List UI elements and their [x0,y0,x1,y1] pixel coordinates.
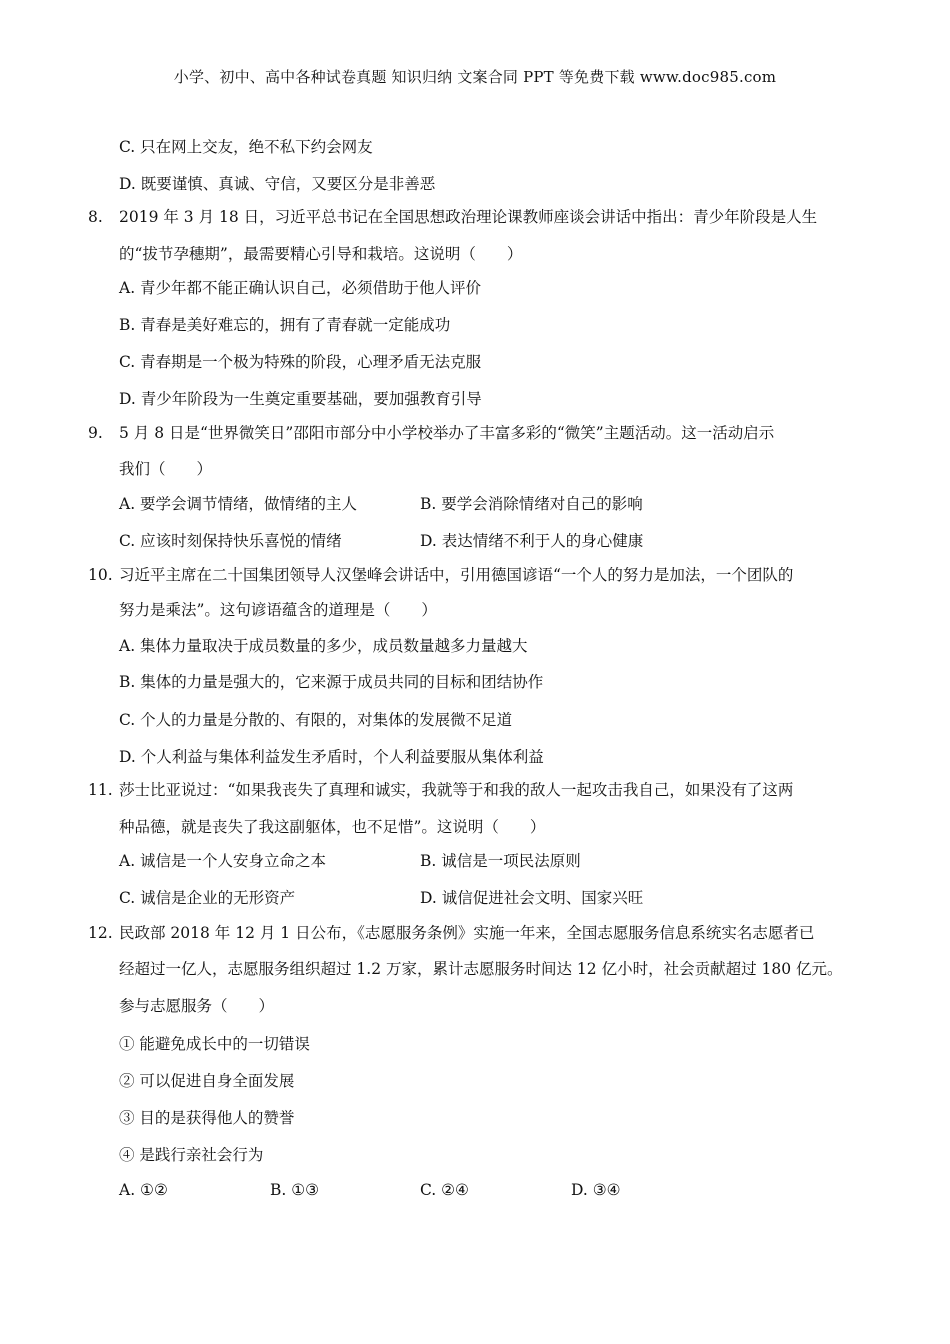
q12-option-c: C. ②④ [420,1181,469,1199]
q10-stem-line-1: 习近平主席在二十国集团领导人汉堡峰会讲话中，引用德国谚语“一个人的努力是加法，一个团队的 [119,566,794,584]
q11-option-b: B. 诚信是一项民法原则 [420,852,581,870]
q8-number: 8. [88,208,103,226]
q12-option-a: A. ①② [119,1181,168,1199]
q10-option-c: C. 个人的力量是分散的、有限的，对集体的发展微不足道 [119,711,513,729]
q11-stem-line-2: 种品德，就是丧失了我这副躯体，也不足惜”。这说明（ ） [119,818,546,836]
q7-option-d: D. 既要谨慎、真诚、守信，又要区分是非善恶 [119,175,436,193]
q11-stem-line-1: 莎士比亚说过：“如果我丧失了真理和诚实，我就等于和我的敌人一起攻击我自己，如果没有了这两 [119,781,794,799]
q12-stem-line-1: 民政部 2018 年 12 月 1 日公布，《志愿服务条例》实施一年来，全国志愿服务信息系统实名志愿者已 [119,924,815,942]
q12-number: 12. [88,924,113,942]
q8-stem-line-1: 2019 年 3 月 18 日，习近平总书记在全国思想政治理论课教师座谈会讲话中指出：青少年阶段是人生 [119,208,818,226]
q12-statement-3: ③ 目的是获得他人的赞誉 [119,1109,295,1127]
q12-option-d: D. ③④ [571,1181,621,1199]
q10-option-b: B. 集体的力量是强大的，它来源于成员共同的目标和团结协作 [119,673,544,691]
q11-option-d: D. 诚信促进社会文明、国家兴旺 [420,889,644,907]
q8-option-b: B. 青春是美好难忘的，拥有了青春就一定能成功 [119,316,451,334]
q12-statement-2: ② 可以促进自身全面发展 [119,1072,295,1090]
q10-option-a: A. 集体力量取决于成员数量的多少，成员数量越多力量越大 [119,637,528,655]
q10-number: 10. [88,566,113,584]
q9-stem-line-2: 我们（ ） [119,460,213,478]
q8-stem-line-2: 的“拔节孕穗期”，最需要精心引导和栽培。这说明（ ） [119,245,523,263]
q12-stem-line-2: 经超过一亿人，志愿服务组织超过 1.2 万家，累计志愿服务时间达 12 亿小时，社会贡献超过 180 亿元。 [119,960,843,978]
q9-option-d: D. 表达情绪不利于人的身心健康 [420,532,644,550]
q9-option-b: B. 要学会消除情绪对自己的影响 [420,495,643,513]
q8-option-d: D. 青少年阶段为一生奠定重要基础，要加强教育引导 [119,390,482,408]
q9-option-c: C. 应该时刻保持快乐喜悦的情绪 [119,532,342,550]
q12-statement-1: ① 能避免成长中的一切错误 [119,1035,310,1053]
q10-stem-line-2: 努力是乘法”。这句谚语蕴含的道理是（ ） [119,601,437,619]
q7-option-c: C. 只在网上交友，绝不私下约会网友 [119,138,373,156]
page-header: 小学、初中、高中各种试卷真题 知识归纳 文案合同 PPT 等免费下载 www.doc985.com [173,68,777,86]
q12-option-b: B. ①③ [270,1181,320,1199]
q10-option-d: D. 个人利益与集体利益发生矛盾时，个人利益要服从集体利益 [119,748,544,766]
q9-option-a: A. 要学会调节情绪，做情绪的主人 [119,495,358,513]
q11-number: 11. [88,781,113,799]
q12-statement-4: ④ 是践行亲社会行为 [119,1146,264,1164]
q12-stem-line-3: 参与志愿服务（ ） [119,997,275,1015]
q9-number: 9. [88,424,103,442]
q8-option-a: A. 青少年都不能正确认识自己，必须借助于他人评价 [119,279,482,297]
q11-option-a: A. 诚信是一个人安身立命之本 [119,852,327,870]
q11-option-c: C. 诚信是企业的无形资产 [119,889,296,907]
q9-stem-line-1: 5 月 8 日是“世界微笑日”邵阳市部分中小学校举办了丰富多彩的“微笑”主题活动。这一活动启示 [119,424,775,442]
q8-option-c: C. 青春期是一个极为特殊的阶段，心理矛盾无法克服 [119,353,482,371]
